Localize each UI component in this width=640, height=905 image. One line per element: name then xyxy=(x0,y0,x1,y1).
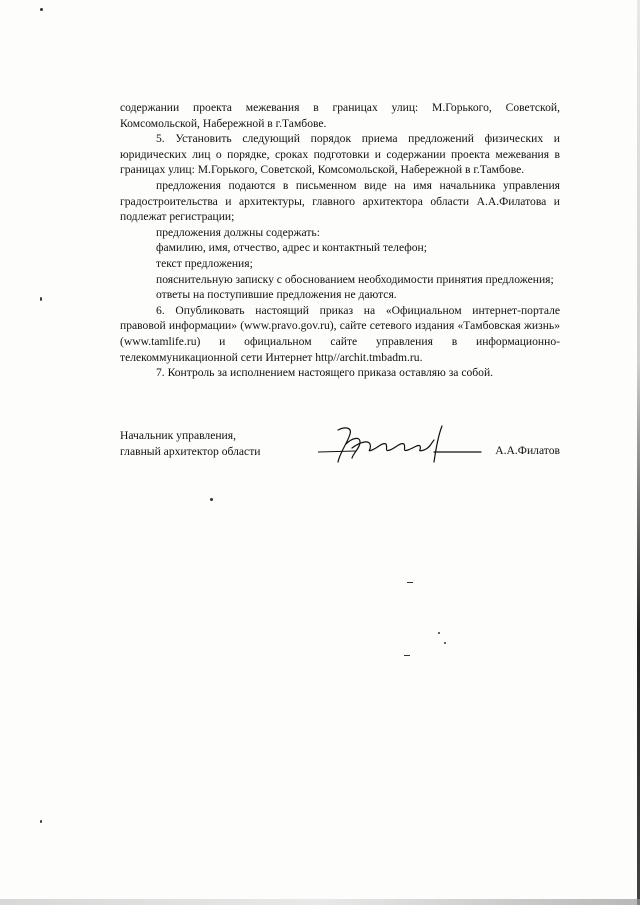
paragraph-continuation: содержании проекта межевания в границах улиц: М.Горького, Советской, Комсомольской, Набережной в г.Тамбове. xyxy=(120,101,560,130)
signatory-position xyxy=(120,428,260,459)
scan-speck xyxy=(40,820,42,823)
signature-block xyxy=(120,428,560,468)
scan-speck xyxy=(210,498,213,501)
signatory-position-line2: главный архитектор области xyxy=(120,444,261,458)
paragraph-item-6: 6. Опубликовать настоящий приказ на «Официальном интернет-портале правовой информации» (www.pravo.gov.ru), сайте сетевого издания «Тамбовская жизнь» (www.tamlife.ru) и официальном сайте управления в информационно-телекоммуникационной сети Интернет http//archit.tmbadm.ru. xyxy=(120,303,560,364)
signatory-position-line1: Начальник управления, xyxy=(120,429,236,442)
scan-speck xyxy=(444,642,446,644)
signatory-name: А.А.Филатов xyxy=(495,444,560,457)
scan-speck xyxy=(407,582,413,583)
paragraph-item-5: 5. Установить следующий порядок приема предложений физических и юридических лиц о порядке, сроках подготовки и содержании проекта межевания в границах улиц: М.Горького, Советской, Комсомольской, Набережной в г.Тамбове. xyxy=(120,132,560,177)
scan-speck xyxy=(404,655,410,656)
paragraph-contents-name: фамилию, имя, отчество, адрес и контактный телефон; xyxy=(156,241,427,255)
scan-speck xyxy=(40,8,43,11)
handwritten-signature xyxy=(316,422,486,466)
paragraph-item-7: 7. Контроль за исполнением настоящего приказа оставляю за собой. xyxy=(156,366,494,380)
paragraph-no-replies: ответы на поступившие предложения не даются. xyxy=(156,288,397,302)
paragraph-contents-text: текст предложения; xyxy=(156,256,253,270)
paragraph-submission-rule: предложения подаются в письменном виде на имя начальника управления градостроительства и архитектуры, главного архитектора области А.А.Филатова и подлежат регистрации; xyxy=(120,178,560,224)
document-body xyxy=(120,100,560,381)
paragraph-contents-note: пояснительную записку с обоснованием необходимости принятия предложения; xyxy=(156,272,554,286)
scan-speck xyxy=(438,632,440,634)
scan-speck xyxy=(40,297,42,301)
paragraph-contents-intro: предложения должны содержать: xyxy=(156,225,320,239)
scan-edge-bottom xyxy=(0,899,640,905)
